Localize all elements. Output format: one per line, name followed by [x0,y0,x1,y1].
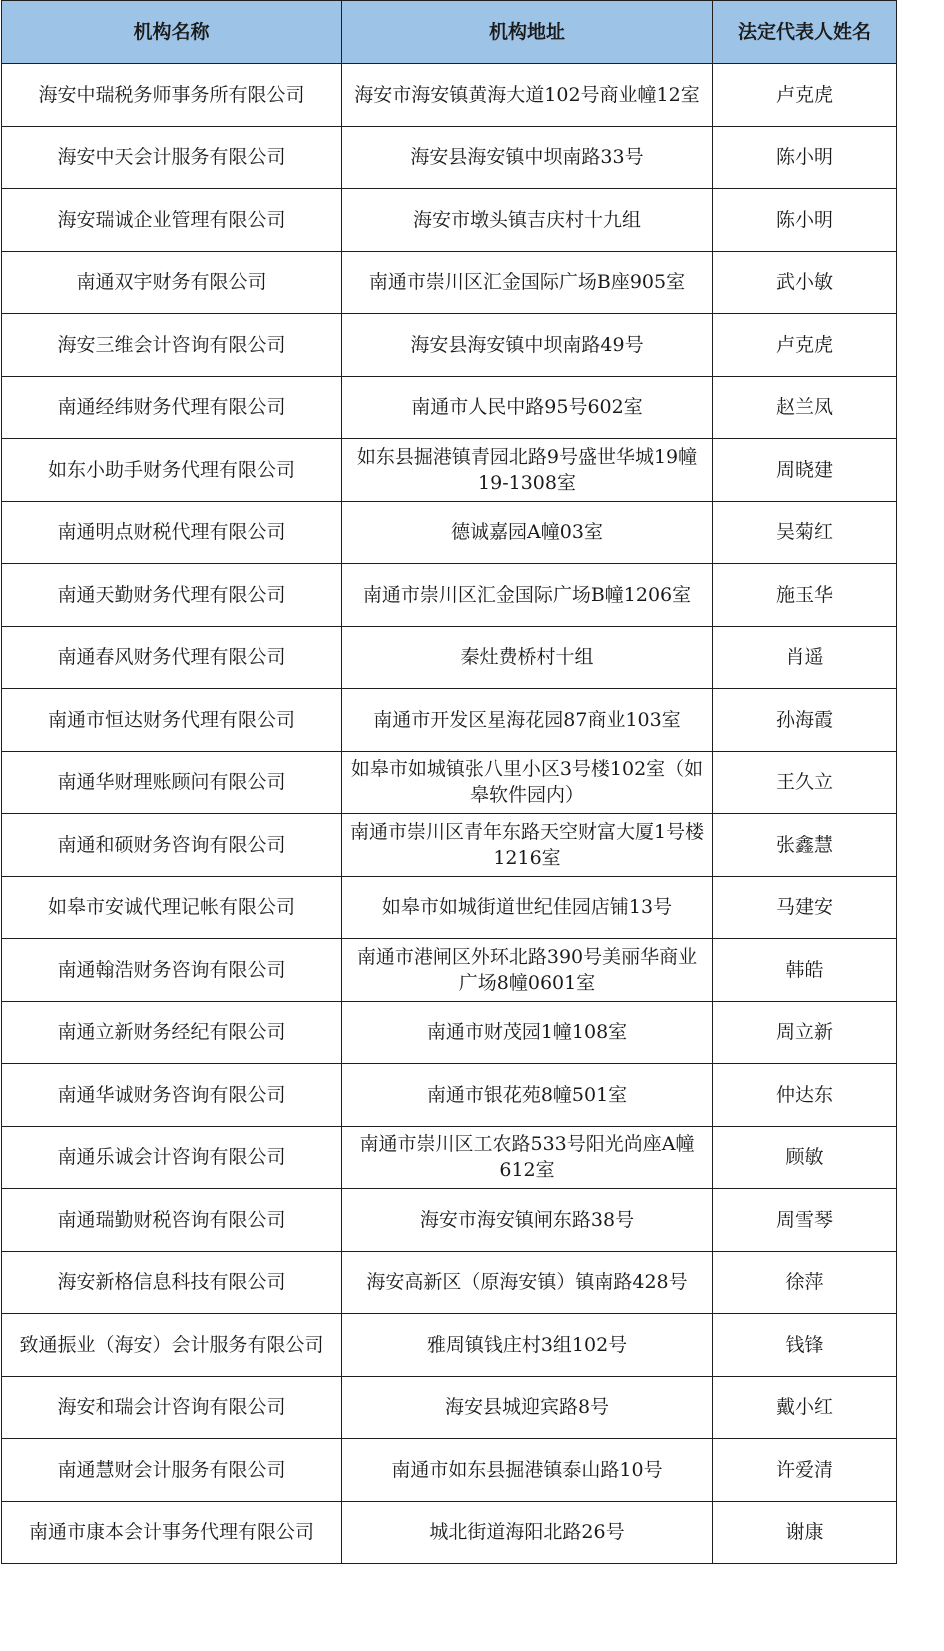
agency-address-cell: 南通市开发区星海花园87商业103室 [342,689,713,752]
agency-name-cell: 南通市恒达财务代理有限公司 [2,689,342,752]
agency-name-cell: 南通天勤财务代理有限公司 [2,564,342,627]
table-row [2,376,897,439]
agency-address-cell: 南通市崇川区工农路533号阳光尚座A幢612室 [342,1126,713,1189]
representative-cell: 吴菊红 [713,501,897,564]
agency-name-cell: 南通华财理账顾问有限公司 [2,751,342,814]
agency-address-cell: 秦灶费桥村十组 [342,626,713,689]
table-row [2,751,897,814]
representative-cell: 陈小明 [713,189,897,252]
representative-cell: 周晓建 [713,439,897,502]
agency-address-cell: 海安市海安镇闸东路38号 [342,1189,713,1252]
representative-cell: 徐萍 [713,1251,897,1314]
table-row [2,1314,897,1377]
table-row [2,314,897,377]
table-row [2,501,897,564]
header-agency-address: 机构地址 [342,1,713,64]
agency-address-cell: 城北街道海阳北路26号 [342,1501,713,1564]
table-row [2,1501,897,1564]
agency-name-cell: 如皋市安诚代理记帐有限公司 [2,876,342,939]
representative-cell: 戴小红 [713,1376,897,1439]
table-row [2,64,897,127]
representative-cell: 周立新 [713,1001,897,1064]
agency-address-cell: 南通市财茂园1幢108室 [342,1001,713,1064]
agency-address-cell: 海安县海安镇中坝南路33号 [342,126,713,189]
agency-name-cell: 海安瑞诚企业管理有限公司 [2,189,342,252]
agency-address-cell: 南通市银花苑8幢501室 [342,1064,713,1127]
representative-cell: 顾敏 [713,1126,897,1189]
representative-cell: 武小敏 [713,251,897,314]
representative-cell: 仲达东 [713,1064,897,1127]
agency-name-cell: 南通经纬财务代理有限公司 [2,376,342,439]
agency-address-cell: 如皋市如城镇张八里小区3号楼102室（如皋软件园内） [342,751,713,814]
table-row [2,939,897,1002]
representative-cell: 卢克虎 [713,314,897,377]
representative-cell: 马建安 [713,876,897,939]
table-row [2,1064,897,1127]
agency-name-cell: 海安中天会计服务有限公司 [2,126,342,189]
agency-address-cell: 南通市人民中路95号602室 [342,376,713,439]
agency-name-cell: 海安三维会计咨询有限公司 [2,314,342,377]
agency-name-cell: 南通华诚财务咨询有限公司 [2,1064,342,1127]
agency-address-cell: 南通市崇川区汇金国际广场B幢1206室 [342,564,713,627]
representative-cell: 王久立 [713,751,897,814]
header-legal-representative: 法定代表人姓名 [713,1,897,64]
representative-cell: 陈小明 [713,126,897,189]
agency-address-cell: 海安市海安镇黄海大道102号商业幢12室 [342,64,713,127]
representative-cell: 钱锋 [713,1314,897,1377]
agency-name-cell: 海安新格信息科技有限公司 [2,1251,342,1314]
table-row [2,564,897,627]
header-agency-name: 机构名称 [2,1,342,64]
table-row [2,251,897,314]
representative-cell: 肖遥 [713,626,897,689]
agency-address-cell: 海安高新区（原海安镇）镇南路428号 [342,1251,713,1314]
representative-cell: 卢克虎 [713,64,897,127]
agency-name-cell: 南通慧财会计服务有限公司 [2,1439,342,1502]
representative-cell: 赵兰凤 [713,376,897,439]
table-row [2,689,897,752]
representative-cell: 许爱清 [713,1439,897,1502]
agency-address-cell: 南通市港闸区外环北路390号美丽华商业广场8幢0601室 [342,939,713,1002]
table-row [2,1251,897,1314]
agency-address-cell: 雅周镇钱庄村3组102号 [342,1314,713,1377]
table-row [2,814,897,877]
agency-name-cell: 南通瑞勤财税咨询有限公司 [2,1189,342,1252]
agency-address-cell: 南通市如东县掘港镇泰山路10号 [342,1439,713,1502]
agency-name-cell: 南通市康本会计事务代理有限公司 [2,1501,342,1564]
table-row [2,1189,897,1252]
table-row [2,439,897,502]
table-row [2,626,897,689]
agency-name-cell: 南通双宇财务有限公司 [2,251,342,314]
agency-name-cell: 南通翰浩财务咨询有限公司 [2,939,342,1002]
agency-name-cell: 南通和硕财务咨询有限公司 [2,814,342,877]
agency-name-cell: 致通振业（海安）会计服务有限公司 [2,1314,342,1377]
agency-address-cell: 德诚嘉园A幢03室 [342,501,713,564]
agency-name-cell: 南通立新财务经纪有限公司 [2,1001,342,1064]
representative-cell: 张鑫慧 [713,814,897,877]
table-row [2,1126,897,1189]
agency-address-cell: 如东县掘港镇青园北路9号盛世华城19幢19-1308室 [342,439,713,502]
representative-cell: 孙海霞 [713,689,897,752]
table-row [2,189,897,252]
table-row [2,1001,897,1064]
table-row [2,1376,897,1439]
agency-name-cell: 南通春风财务代理有限公司 [2,626,342,689]
representative-cell: 施玉华 [713,564,897,627]
agency-table [1,0,897,1564]
agency-name-cell: 如东小助手财务代理有限公司 [2,439,342,502]
agency-name-cell: 南通乐诚会计咨询有限公司 [2,1126,342,1189]
agency-address-cell: 海安市墩头镇吉庆村十九组 [342,189,713,252]
agency-address-cell: 南通市崇川区汇金国际广场B座905室 [342,251,713,314]
table-row [2,126,897,189]
representative-cell: 谢康 [713,1501,897,1564]
agency-address-cell: 海安县海安镇中坝南路49号 [342,314,713,377]
agency-name-cell: 海安中瑞税务师事务所有限公司 [2,64,342,127]
representative-cell: 韩皓 [713,939,897,1002]
header-row [2,1,897,64]
agency-name-cell: 海安和瑞会计咨询有限公司 [2,1376,342,1439]
agency-address-cell: 南通市崇川区青年东路天空财富大厦1号楼1216室 [342,814,713,877]
agency-name-cell: 南通明点财税代理有限公司 [2,501,342,564]
agency-address-cell: 如皋市如城街道世纪佳园店铺13号 [342,876,713,939]
table-row [2,876,897,939]
table-row [2,1439,897,1502]
agency-address-cell: 海安县城迎宾路8号 [342,1376,713,1439]
representative-cell: 周雪琴 [713,1189,897,1252]
